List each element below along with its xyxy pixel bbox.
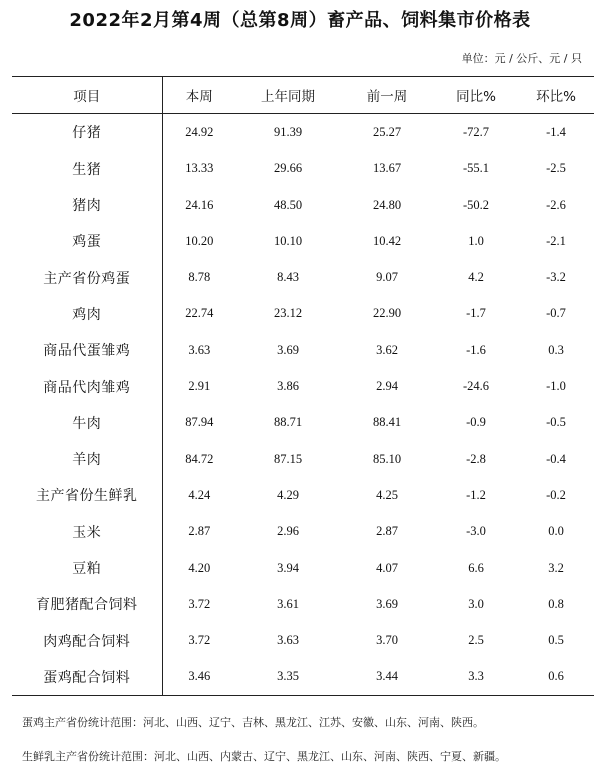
- page-title: 2022年2月第4周（总第8周）畜产品、饲料集市价格表: [69, 10, 531, 31]
- mom-cell: 3.2: [548, 560, 564, 575]
- prev-week-cell: 3.69: [376, 596, 398, 611]
- item-cell: 生猪: [12, 151, 162, 187]
- last-year-cell: 91.39: [273, 124, 303, 139]
- last-year-cell: 2.96: [277, 524, 299, 539]
- price-table: [12, 76, 594, 696]
- this-week-cell: 4.20: [188, 560, 211, 575]
- prev-week-cell: 13.67: [372, 161, 402, 176]
- this-week-cell: 24.16: [185, 197, 214, 212]
- header-yoy: 同比%: [456, 89, 496, 106]
- item-cell: 肉鸡配合饲料: [12, 622, 162, 658]
- this-week-cell: 10.20: [185, 233, 214, 248]
- prev-week-cell: 2.94: [376, 379, 398, 394]
- item-cell: 羊肉: [12, 441, 162, 477]
- yoy-cell: -1.7: [466, 306, 486, 321]
- this-week-cell: 3.46: [188, 669, 211, 684]
- prev-week-cell: 4.07: [376, 560, 398, 575]
- yoy-cell: 1.0: [468, 233, 484, 248]
- header-last-year: 上年同期: [261, 89, 315, 106]
- mom-cell: -0.5: [546, 415, 566, 430]
- table-row: [12, 550, 594, 586]
- table-row: [12, 223, 594, 259]
- prev-week-cell: 9.07: [376, 270, 398, 285]
- header-item: 项目: [12, 77, 162, 114]
- last-year-cell: 3.94: [277, 560, 299, 575]
- this-week-cell: 24.92: [185, 124, 214, 139]
- mom-cell: 0.5: [548, 633, 564, 648]
- yoy-cell: -50.2: [462, 197, 490, 212]
- prev-week-cell: 4.25: [376, 487, 398, 502]
- yoy-cell: 3.3: [468, 669, 484, 684]
- this-week-cell: 13.33: [185, 161, 214, 176]
- prev-week-cell: 85.10: [372, 451, 402, 466]
- mom-cell: 0.0: [548, 524, 564, 539]
- table-row: [12, 441, 594, 477]
- this-week-cell: 2.91: [188, 379, 211, 394]
- mom-cell: -0.2: [546, 487, 566, 502]
- last-year-cell: 4.29: [277, 487, 299, 502]
- table-row: [12, 114, 594, 151]
- last-year-cell: 88.71: [273, 415, 303, 430]
- item-cell: 豆粕: [12, 550, 162, 586]
- this-week-cell: 84.72: [185, 451, 214, 466]
- last-year-cell: 3.63: [277, 633, 299, 648]
- last-year-cell: 87.15: [273, 451, 303, 466]
- item-cell: 育肥猪配合饲料: [12, 586, 162, 622]
- last-year-cell: 48.50: [273, 197, 303, 212]
- item-cell: 主产省份生鲜乳: [12, 477, 162, 513]
- mom-cell: -2.6: [546, 197, 566, 212]
- table-row: [12, 368, 594, 404]
- last-year-cell: 29.66: [273, 161, 303, 176]
- prev-week-cell: 10.42: [372, 233, 402, 248]
- mom-cell: 0.3: [548, 342, 564, 357]
- prev-week-cell: 3.70: [376, 633, 398, 648]
- mom-cell: -2.1: [546, 233, 566, 248]
- table-row: [12, 659, 594, 696]
- unit-note: 单位：元 / 公斤、元 / 只: [461, 52, 582, 65]
- mom-cell: -1.4: [546, 124, 566, 139]
- item-cell: 蛋鸡配合饲料: [12, 659, 162, 696]
- yoy-cell: -55.1: [462, 161, 490, 176]
- footnote-egg-provinces: 蛋鸡主产省份统计范围：河北、山西、辽宁、吉林、黑龙江、江苏、安徽、山东、河南、陕西。: [22, 716, 484, 729]
- item-cell: 主产省份鸡蛋: [12, 259, 162, 295]
- mom-cell: -0.7: [546, 306, 566, 321]
- item-cell: 玉米: [12, 514, 162, 550]
- this-week-cell: 2.87: [188, 524, 211, 539]
- item-cell: 仔猪: [12, 114, 162, 151]
- item-cell: 猪肉: [12, 187, 162, 223]
- table-row: [12, 514, 594, 550]
- yoy-cell: 2.5: [468, 633, 484, 648]
- prev-week-cell: 24.80: [372, 197, 402, 212]
- mom-cell: 0.6: [548, 669, 564, 684]
- last-year-cell: 3.86: [277, 379, 299, 394]
- yoy-cell: -1.2: [466, 487, 486, 502]
- this-week-cell: 87.94: [185, 415, 214, 430]
- this-week-cell: 3.63: [188, 342, 211, 357]
- yoy-cell: -0.9: [466, 415, 486, 430]
- table-row: [12, 296, 594, 332]
- this-week-cell: 22.74: [185, 306, 214, 321]
- this-week-cell: 4.24: [188, 487, 211, 502]
- prev-week-cell: 88.41: [372, 415, 402, 430]
- prev-week-cell: 22.90: [372, 306, 402, 321]
- item-cell: 牛肉: [12, 405, 162, 441]
- footnote-milk-provinces: 生鲜乳主产省份统计范围：河北、山西、内蒙古、辽宁、黑龙江、山东、河南、陕西、宁夏、新疆。: [22, 750, 506, 763]
- this-week-cell: 3.72: [188, 596, 211, 611]
- yoy-cell: -3.0: [466, 524, 486, 539]
- header-this-week: 本周: [185, 89, 213, 106]
- header-prev-week: 前一周: [366, 89, 408, 106]
- last-year-cell: 23.12: [273, 306, 303, 321]
- item-cell: 鸡肉: [12, 296, 162, 332]
- header-mom: 环比%: [536, 89, 576, 106]
- table-header-row: [12, 77, 594, 114]
- yoy-cell: 3.0: [468, 596, 484, 611]
- yoy-cell: 6.6: [468, 560, 484, 575]
- yoy-cell: 4.2: [468, 270, 484, 285]
- table-row: [12, 586, 594, 622]
- table-row: [12, 187, 594, 223]
- prev-week-cell: 3.44: [376, 669, 398, 684]
- item-cell: 鸡蛋: [12, 223, 162, 259]
- mom-cell: -1.0: [546, 379, 566, 394]
- last-year-cell: 3.35: [277, 669, 299, 684]
- yoy-cell: -24.6: [462, 379, 490, 394]
- item-cell: 商品代肉雏鸡: [12, 368, 162, 404]
- item-cell: 商品代蛋雏鸡: [12, 332, 162, 368]
- last-year-cell: 10.10: [273, 233, 303, 248]
- last-year-cell: 3.61: [277, 596, 299, 611]
- table-row: [12, 151, 594, 187]
- mom-cell: -3.2: [546, 270, 566, 285]
- table-row: [12, 332, 594, 368]
- this-week-cell: 8.78: [188, 270, 211, 285]
- yoy-cell: -1.6: [466, 342, 486, 357]
- last-year-cell: 8.43: [277, 270, 299, 285]
- table-row: [12, 477, 594, 513]
- table-row: [12, 622, 594, 658]
- yoy-cell: -2.8: [466, 451, 486, 466]
- table-row: [12, 259, 594, 295]
- prev-week-cell: 25.27: [372, 124, 402, 139]
- table-body: [12, 114, 594, 696]
- last-year-cell: 3.69: [277, 342, 299, 357]
- table-row: [12, 405, 594, 441]
- yoy-cell: -72.7: [462, 124, 490, 139]
- prev-week-cell: 3.62: [376, 342, 398, 357]
- this-week-cell: 3.72: [188, 633, 211, 648]
- mom-cell: -0.4: [546, 451, 566, 466]
- mom-cell: -2.5: [546, 161, 566, 176]
- prev-week-cell: 2.87: [376, 524, 398, 539]
- mom-cell: 0.8: [548, 596, 564, 611]
